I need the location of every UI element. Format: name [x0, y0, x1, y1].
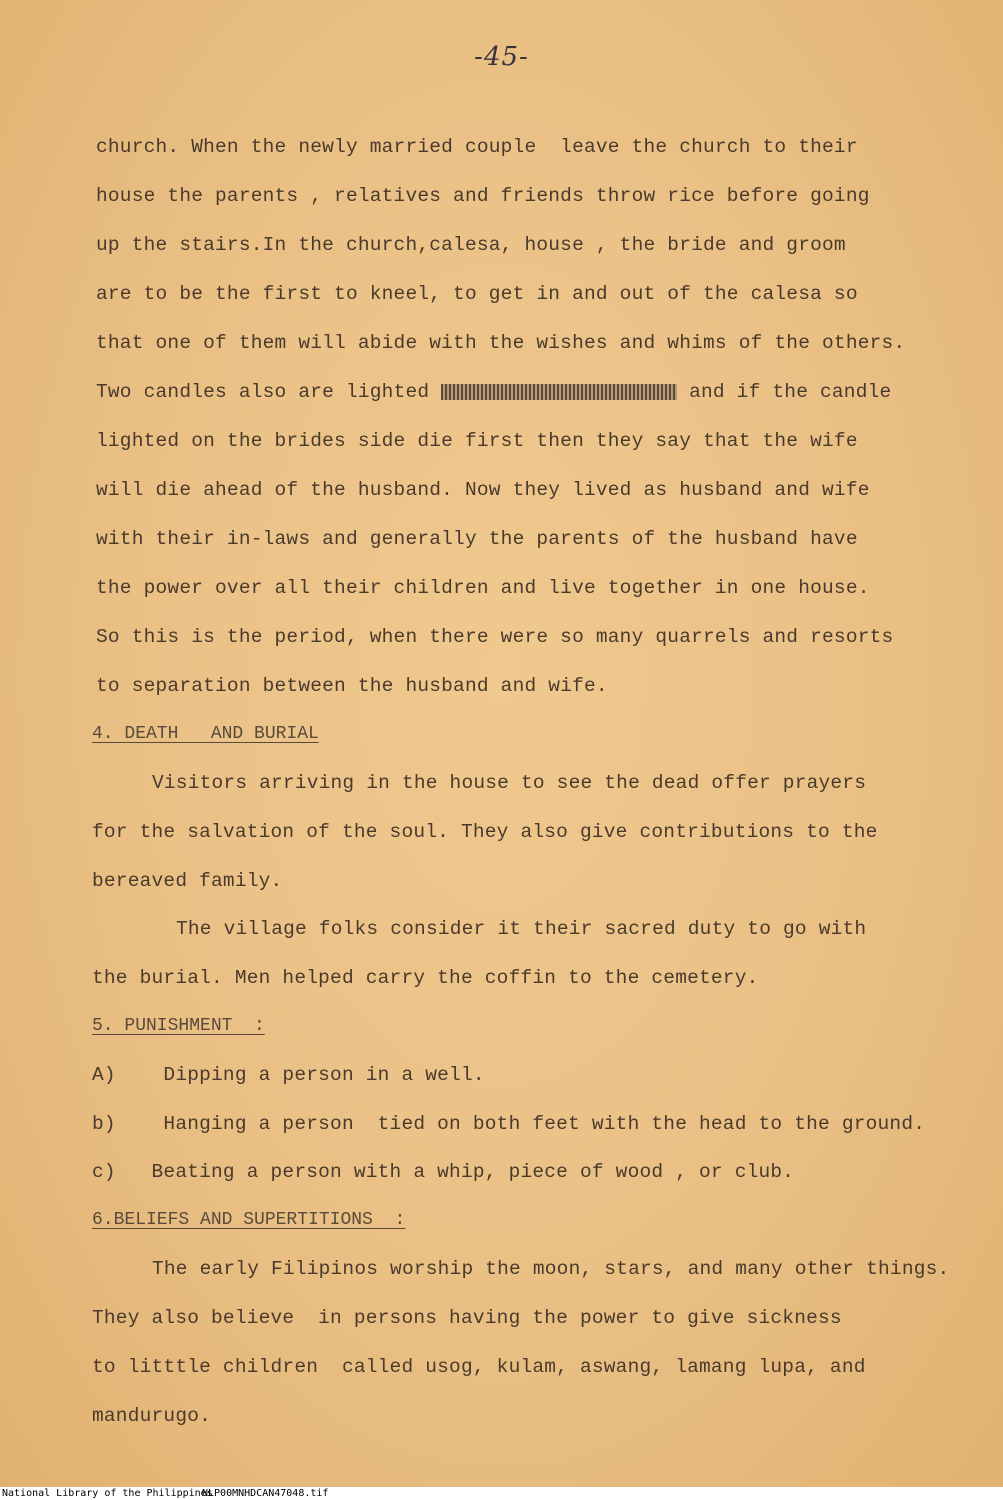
text-line: up the stairs.In the church,calesa, house , the bride and groom [96, 234, 846, 256]
text-line: to separation between the husband and wife. [96, 675, 608, 697]
text-line: to litttle children called usog, kulam, aswang, lamang lupa, and [92, 1356, 866, 1378]
text-line: The early Filipinos worship the moon, stars, and many other things. [152, 1258, 950, 1280]
strikeout-mark [441, 384, 677, 400]
text-line: bereaved family. [92, 870, 283, 892]
candles-line-start: Two candles also are lighted [96, 381, 430, 403]
text-line: church. When the newly married couple leave the church to their [96, 136, 858, 158]
section-heading-death-burial: 4. DEATH AND BURIAL [92, 724, 319, 744]
text-line-candles [96, 380, 891, 404]
text-line: Visitors arriving in the house to see the dead offer prayers [152, 772, 867, 794]
page-number: -45- [474, 42, 529, 72]
footer-library: National Library of the Philippines [2, 1488, 213, 1499]
list-item: A) Dipping a person in a well. [92, 1064, 485, 1086]
text-line: The village folks consider it their sacred duty to go with [176, 918, 867, 940]
scan-footer [0, 1487, 1003, 1500]
footer-filename: NLP00MNHDCAN47048.tif [202, 1488, 329, 1499]
text-line: the power over all their children and live together in one house. [96, 577, 870, 599]
candles-line-end: and if the candle [689, 381, 892, 403]
section-heading-punishment: 5. PUNISHMENT : [92, 1016, 265, 1036]
text-line: So this is the period, when there were so many quarrels and resorts [96, 626, 894, 648]
text-line: lighted on the brides side die first then they say that the wife [96, 430, 858, 452]
text-line: house the parents , relatives and friends throw rice before going [96, 185, 870, 207]
text-line: with their in-laws and generally the parents of the husband have [96, 528, 858, 550]
text-line: will die ahead of the husband. Now they lived as husband and wife [96, 479, 870, 501]
text-line: mandurugo. [92, 1405, 212, 1427]
list-item: b) Hanging a person tied on both feet with the head to the ground. [92, 1113, 926, 1135]
text-line: are to be the first to kneel, to get in and out of the calesa so [96, 283, 858, 305]
text-line: for the salvation of the soul. They also give contributions to the [92, 821, 878, 843]
text-line: They also believe in persons having the power to give sickness [92, 1307, 842, 1329]
text-line: that one of them will abide with the wishes and whims of the others. [96, 332, 906, 354]
list-item: c) Beating a person with a whip, piece of wood , or club. [92, 1161, 795, 1183]
text-line: the burial. Men helped carry the coffin to the cemetery. [92, 967, 759, 989]
section-heading-beliefs: 6.BELIEFS AND SUPERTITIONS : [92, 1210, 406, 1230]
